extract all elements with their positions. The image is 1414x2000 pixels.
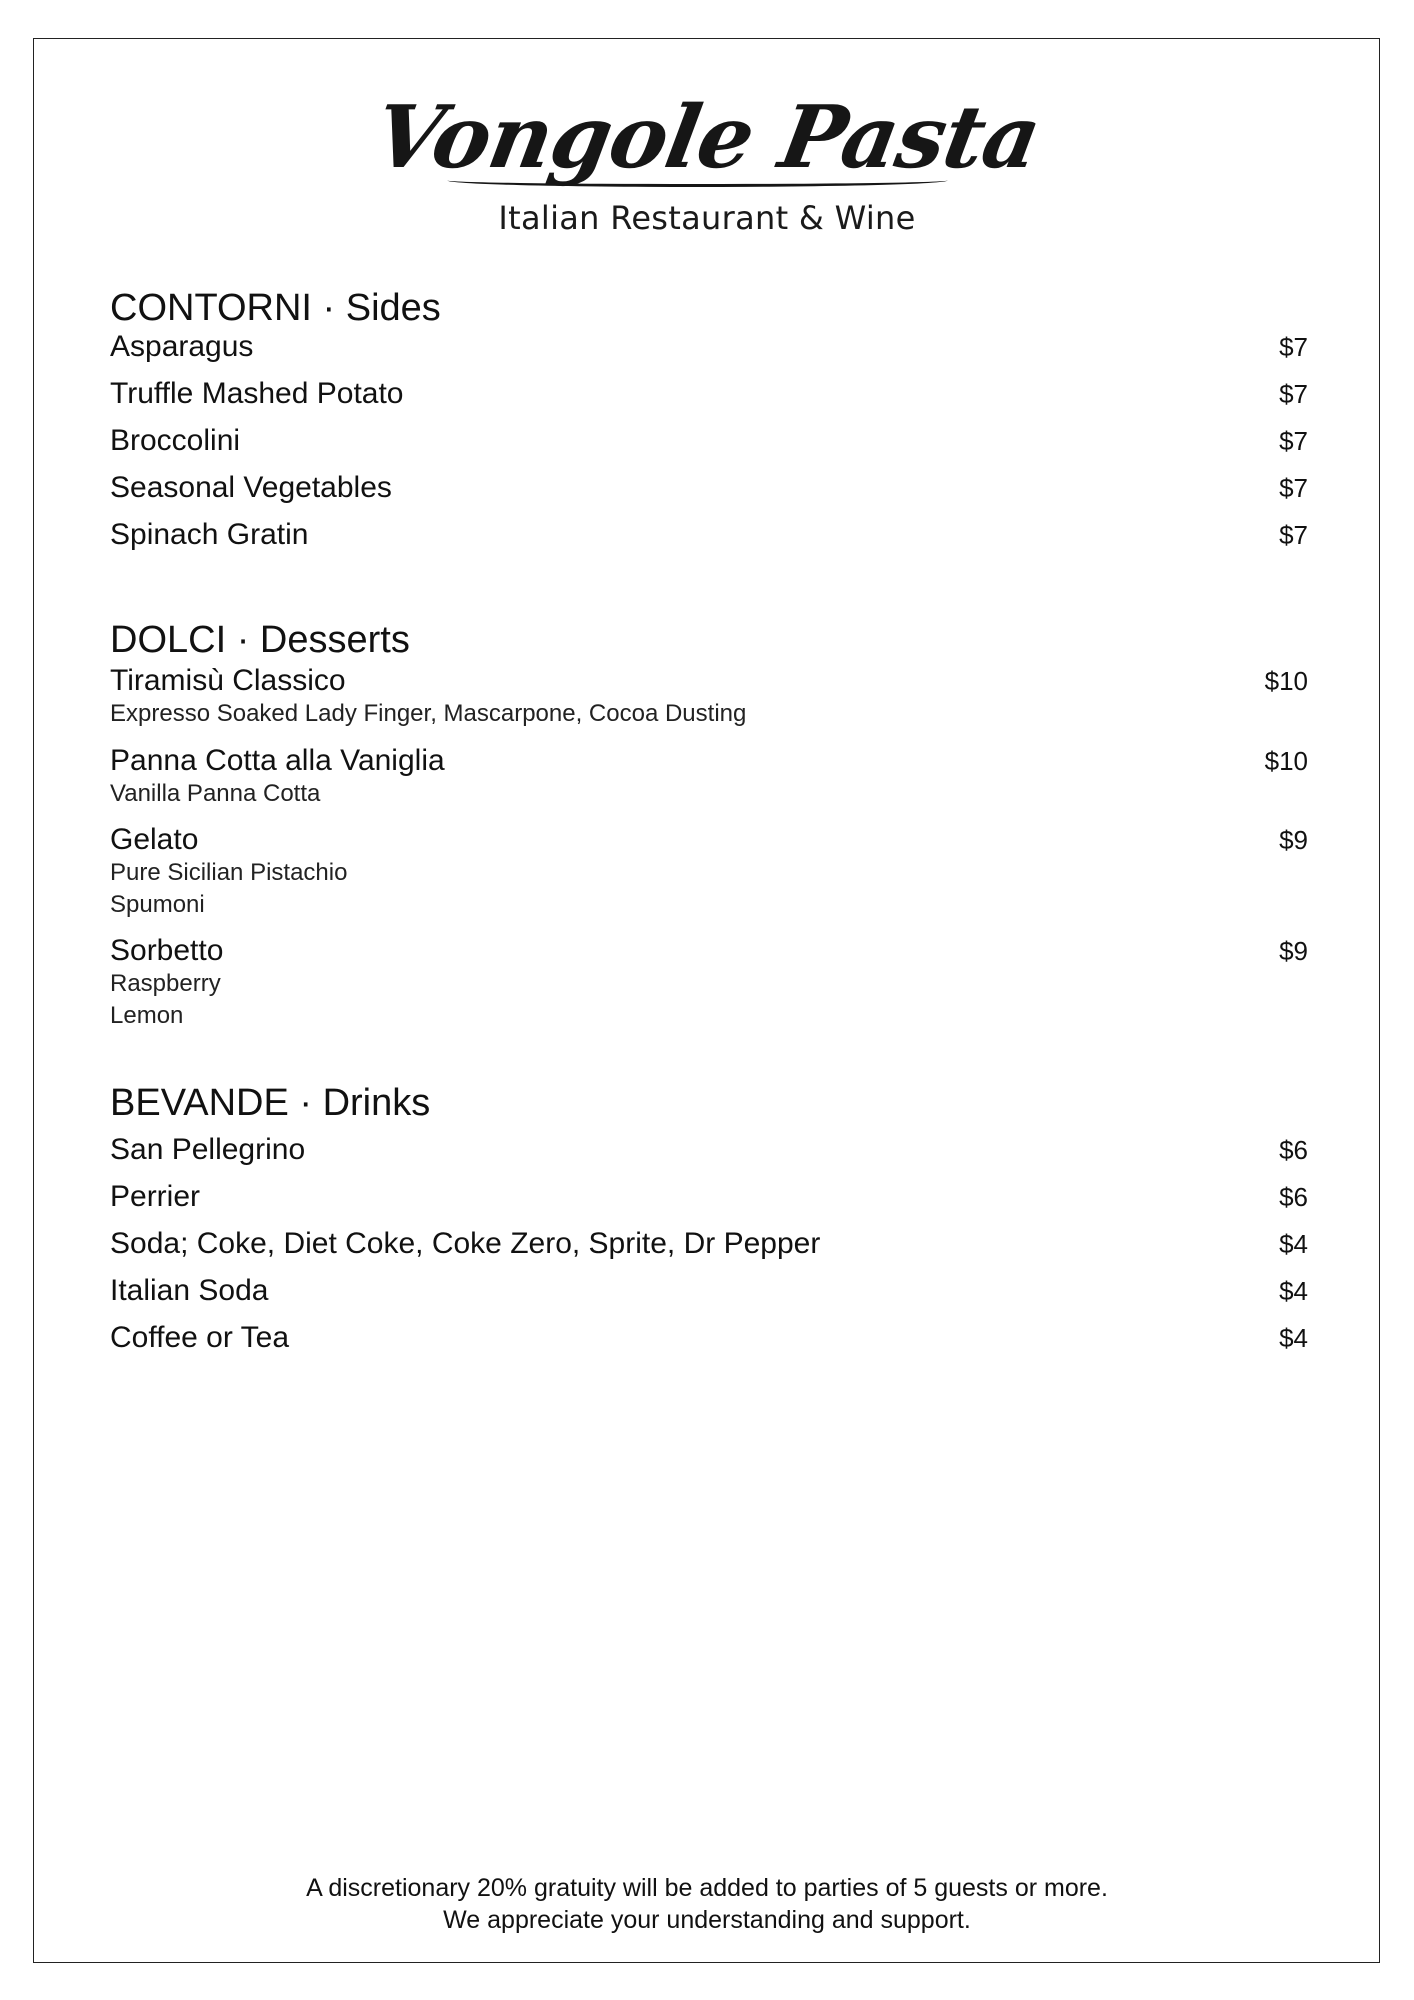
item-price: $9 <box>1279 936 1308 966</box>
item-description: Lemon <box>110 1002 184 1029</box>
section-title: CONTORNI · Sides <box>110 287 441 329</box>
item-name: San Pellegrino <box>110 1133 306 1166</box>
menu-item <box>110 471 1308 518</box>
logo-text: Vongole Pasta <box>366 87 1048 188</box>
menu-item <box>110 1321 1308 1368</box>
item-price: $7 <box>1279 332 1308 362</box>
menu-item <box>110 518 1308 565</box>
menu-item <box>110 1227 1308 1274</box>
item-name: Perrier <box>110 1180 201 1213</box>
item-price: $4 <box>1279 1229 1308 1259</box>
item-name: Soda; Coke, Diet Coke, Coke Zero, Sprite, Dr Pepper <box>110 1227 821 1260</box>
menu-item <box>110 744 1308 823</box>
menu-item <box>110 1274 1308 1321</box>
item-price: $4 <box>1279 1323 1308 1353</box>
section-sides <box>110 286 1308 565</box>
item-price: $4 <box>1279 1276 1308 1306</box>
section-desserts <box>110 618 1308 1045</box>
item-description: Raspberry <box>110 970 221 997</box>
restaurant-tagline: Italian Restaurant & Wine <box>498 199 916 237</box>
logo-flourish <box>446 174 948 187</box>
item-price: $9 <box>1279 825 1308 855</box>
item-price: $7 <box>1279 473 1308 503</box>
item-name: Gelato <box>110 823 199 856</box>
menu-item <box>110 1133 1308 1180</box>
item-name: Panna Cotta alla Vaniglia <box>110 744 445 777</box>
item-name: Spinach Gratin <box>110 518 309 551</box>
item-name: Truffle Mashed Potato <box>110 377 404 410</box>
item-name: Asparagus <box>110 330 254 363</box>
gratuity-line: A discretionary 20% gratuity will be added to parties of 5 guests or more. <box>306 1874 1108 1902</box>
menu-item <box>110 823 1308 934</box>
menu-item <box>110 664 1308 744</box>
section-title: BEVANDE · Drinks <box>110 1082 431 1124</box>
menu-item <box>110 377 1308 424</box>
item-price: $10 <box>1264 746 1308 776</box>
menu-item <box>110 934 1308 1045</box>
item-description: Spumoni <box>110 891 205 918</box>
item-name: Italian Soda <box>110 1274 269 1307</box>
item-name: Coffee or Tea <box>110 1321 290 1354</box>
restaurant-logo <box>0 78 1414 198</box>
item-price: $10 <box>1264 666 1308 696</box>
item-description: Vanilla Panna Cotta <box>110 780 321 807</box>
item-price: $7 <box>1279 426 1308 456</box>
item-name: Tiramisù Classico <box>110 664 346 697</box>
menu-item <box>110 424 1308 471</box>
item-name: Broccolini <box>110 424 241 457</box>
section-title: DOLCI · Desserts <box>110 619 410 661</box>
item-description: Expresso Soaked Lady Finger, Mascarpone, Cocoa Dusting <box>110 700 747 727</box>
item-description: Pure Sicilian Pistachio <box>110 859 348 886</box>
thanks-line: We appreciate your understanding and support. <box>443 1906 971 1934</box>
item-name: Sorbetto <box>110 934 224 967</box>
item-price: $7 <box>1279 520 1308 550</box>
item-price: $6 <box>1279 1182 1308 1212</box>
item-price: $6 <box>1279 1135 1308 1165</box>
menu-item <box>110 1180 1308 1227</box>
gratuity-notice <box>0 1872 1414 1936</box>
menu-item <box>110 330 1308 377</box>
item-name: Seasonal Vegetables <box>110 471 392 504</box>
section-drinks <box>110 1081 1308 1368</box>
item-price: $7 <box>1279 379 1308 409</box>
